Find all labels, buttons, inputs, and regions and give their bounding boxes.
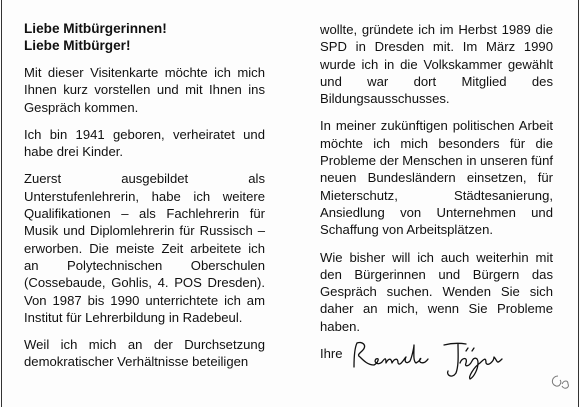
pencil-mark-icon	[548, 370, 576, 394]
left-column	[24, 20, 265, 381]
signature-image	[348, 337, 528, 381]
personal-paragraph: Ich bin 1941 geboren, verheiratet und habe drei Kinder.	[24, 126, 265, 160]
closing-word: Ihre	[320, 346, 343, 362]
motivation-paragraph-start: Weil ich mich an der Durchsetzung demokratischer Verhältnisse beteiligen	[24, 337, 265, 370]
career-paragraph: Zuerst ausgebildet als Unterstufenlehrerin, habe ich weitere Qualifikationen – als Fachlehrerin für Musik und Diplomlehrerin für Russisch – erworben. Die meiste Zeit arbeitete ich an Polytechnischen Oberschulen (Cossebaude, Gohlis, 4. POS Dresden). Von 1987 bis 1990 unterrichtete ich am Institut für Lehrerbildung in Radebeul.	[24, 171, 265, 325]
left-edge-line	[1, 0, 2, 407]
signature-block	[320, 345, 553, 385]
contact-paragraph: Wie bisher will ich auch weiterhin mit den Bürgerinnen und Bürgern das Gespräch suchen. Wenden Sie sich daher an mich, wenn Sie Probleme haben.	[320, 249, 553, 334]
motivation-paragraph-end: wollte, gründete ich im Herbst 1989 die SPD in Dresden mit. Im März 1990 wurde ich in die Volkskammer gewählt und war dort Mitglied des Bildungsausschusses.	[320, 22, 553, 107]
greeting	[24, 20, 265, 54]
right-column	[320, 21, 553, 385]
greeting-line-2: Liebe Mitbürger!	[24, 38, 131, 53]
right-edge-line	[578, 0, 579, 407]
greeting-line-1: Liebe Mitbürgerinnen!	[24, 21, 167, 36]
goals-paragraph: In meiner zukünftigen politischen Arbeit möchte ich mich besonders für die Probleme der Menschen in unseren fünf neuen Bundesländern einsetzen, für Mieterschutz, Städtesanierung, Ansiedlung von Unternehmen und Schaffung von Arbeitsplätzen.	[320, 118, 553, 238]
intro-paragraph: Mit dieser Visitenkarte möchte ich mich Ihnen kurz vorstellen und mit Ihnen ins Gespräch kommen.	[24, 65, 265, 115]
